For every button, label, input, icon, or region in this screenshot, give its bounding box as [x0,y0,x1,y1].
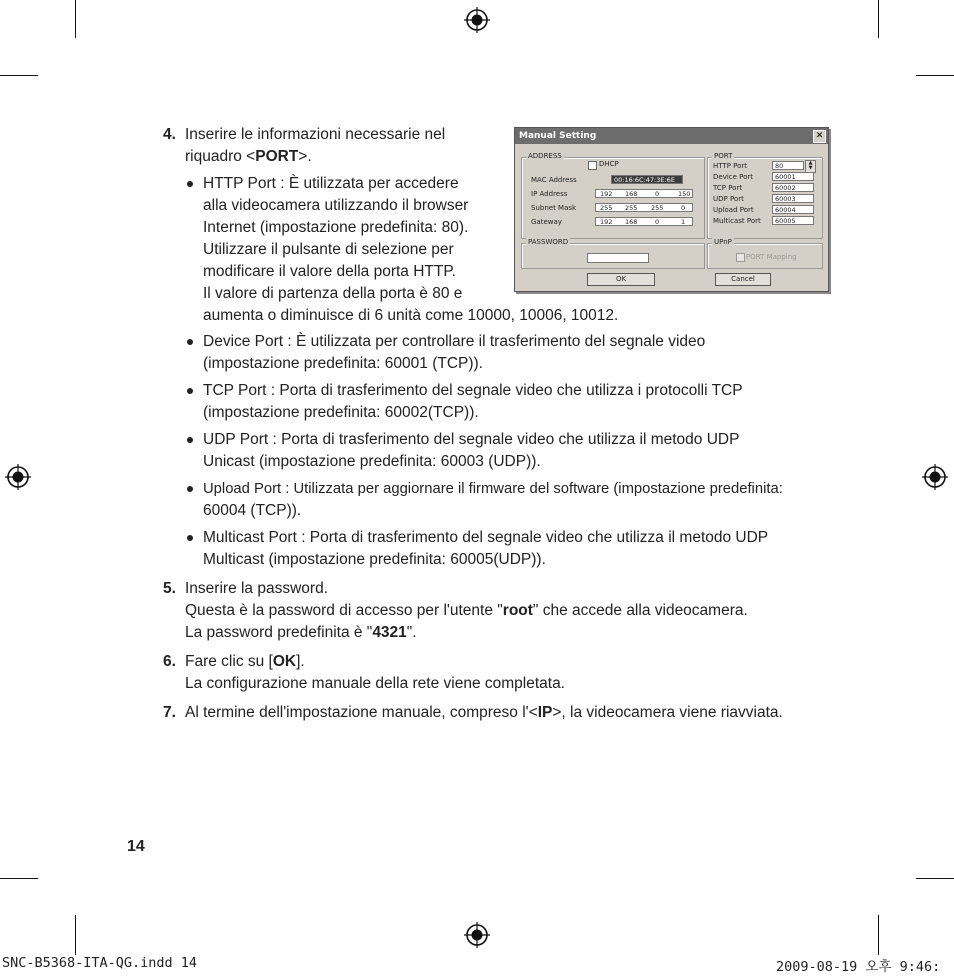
address-group-label: ADDRESS [528,152,562,160]
tcp-port-field[interactable]: 60002 [772,183,814,192]
step-5-line: Questa è la password di accesso per l'utente "root" che accede alla videocamera. [185,602,748,619]
multicast-port-label: Multicast Port [713,217,761,225]
step-number: 7. [163,704,176,721]
http-port-field[interactable]: 80 [772,161,804,170]
dialog-title: Manual Setting [515,128,828,144]
step-6-line: La configurazione manuale della rete viene completata. [185,675,565,692]
upload-port-line: 60004 (TCP)). [203,502,302,519]
crop-mark [878,0,879,38]
device-port-line: (impostazione predefinita: 60001 (TCP)). [203,355,483,372]
footer-timestamp: 2009-08-19 오후 9:46: [776,959,941,975]
crop-mark [878,915,879,955]
multicast-port-line: Multicast Port : Porta di trasferimento del segnale video che utilizza il metodo UDP [203,529,769,546]
address-group [521,152,705,239]
gateway-octet: 192 [600,218,613,226]
step-7-line: Al termine dell'impostazione manuale, compreso l'<IP>, la videocamera viene riavviata. [185,704,783,721]
port-group-label: PORT [714,152,733,160]
subnet-octet: 255 [600,204,613,212]
step-5-line: Inserire la password. [185,580,329,597]
device-port-label: Device Port [713,173,754,181]
page-number: 14 [127,838,145,855]
ip-octet: 0 [655,190,660,198]
udp-port-field[interactable]: 60003 [772,194,814,203]
crop-mark [75,0,76,38]
gateway-octet: 1 [681,218,686,226]
http-port-line: modificare il valore della porta HTTP. [203,263,456,280]
http-port-line: Il valore di partenza della porta è 80 e [203,285,463,302]
crop-mark [916,75,954,76]
http-port-spinner[interactable]: ▲ ▼ [805,160,816,173]
dhcp-label: DHCP [599,160,619,168]
step-number: 4. [163,126,176,143]
step-number: 5. [163,580,176,597]
subnet-octet: 255 [651,204,664,212]
step-4-line: riquadro <PORT>. [185,148,312,165]
upload-port-field[interactable]: 60004 [772,205,814,214]
registration-mark-icon [922,464,948,490]
upload-port-line: Upload Port : Utilizzata per aggiornare il firmware del software (impostazione predefinita: [203,481,783,497]
close-icon[interactable]: ✕ [813,130,826,143]
crop-mark [0,878,38,879]
tcp-port-line: (impostazione predefinita: 60002(TCP)). [203,404,479,421]
subnet-octet: 255 [625,204,638,212]
crop-mark [75,915,76,955]
registration-mark-icon [464,7,490,33]
bullet-icon [187,388,193,394]
password-group-label: PASSWORD [528,238,569,246]
http-port-line: Utilizzare il pulsante di selezione per [203,241,454,258]
mac-address-field: 00:16:6C:47:3E:6E [611,175,683,184]
device-port-line: Device Port : È utilizzata per controllare il trasferimento del segnale video [203,333,706,350]
dhcp-checkbox[interactable] [588,161,597,170]
udp-port-line: UDP Port : Porta di trasferimento del segnale video che utilizza il metodo UDP [203,431,740,448]
ip-octet: 150 [678,190,691,198]
ip-octet: 168 [625,190,638,198]
step-5-line: La password predefinita è "4321". [185,624,417,641]
password-input[interactable] [587,253,649,263]
bullet-icon [187,181,193,187]
gateway-label: Gateway [531,218,562,226]
udp-port-label: UDP Port [713,195,744,203]
http-port-line: aumenta o diminuisce di 6 unità come 10000, 10006, 10012. [203,307,619,324]
step-6-line: Fare clic su [OK]. [185,653,305,670]
registration-mark-icon [5,464,31,490]
multicast-port-line: Multicast (impostazione predefinita: 60005(UDP)). [203,551,546,568]
ip-address-label: IP Address [531,190,568,198]
device-port-field[interactable]: 60001 [772,172,814,181]
port-mapping-checkbox[interactable] [736,253,745,262]
bullet-icon [187,486,193,492]
multicast-port-field[interactable]: 60005 [772,216,814,225]
cancel-button[interactable]: Cancel [715,273,771,286]
subnet-mask-label: Subnet Mask [531,204,577,212]
step-4-line: Inserire le informazioni necessarie nel [185,126,446,143]
bullet-icon [187,339,193,345]
registration-mark-icon [464,922,490,948]
port-mapping-label: PORT Mapping [746,253,797,261]
http-port-line: alla videocamera utilizzando il browser [203,197,469,214]
http-port-label: HTTP Port [713,162,748,170]
gateway-octet: 0 [655,218,660,226]
footer-file-info: SNC-B5368-ITA-QG.indd 14 [2,955,198,971]
bullet-icon [187,437,193,443]
mac-address-label: MAC Address [531,176,577,184]
gateway-octet: 168 [625,218,638,226]
step-number: 6. [163,653,176,670]
http-port-line: Internet (impostazione predefinita: 80). [203,219,469,236]
tcp-port-label: TCP Port [713,184,743,192]
upload-port-label: Upload Port [713,206,754,214]
subnet-octet: 0 [681,204,686,212]
crop-mark [0,75,38,76]
ip-octet: 192 [600,190,613,198]
ok-button[interactable]: OK [587,273,655,286]
bullet-icon [187,535,193,541]
udp-port-line: Unicast (impostazione predefinita: 60003 (UDP)). [203,453,541,470]
http-port-line: HTTP Port : È utilizzata per accedere [203,175,459,192]
manual-setting-dialog [514,127,829,292]
crop-mark [916,878,954,879]
tcp-port-line: TCP Port : Porta di trasferimento del segnale video che utilizza i protocolli TCP [203,382,743,399]
upnp-group-label: UPnP [714,238,732,246]
